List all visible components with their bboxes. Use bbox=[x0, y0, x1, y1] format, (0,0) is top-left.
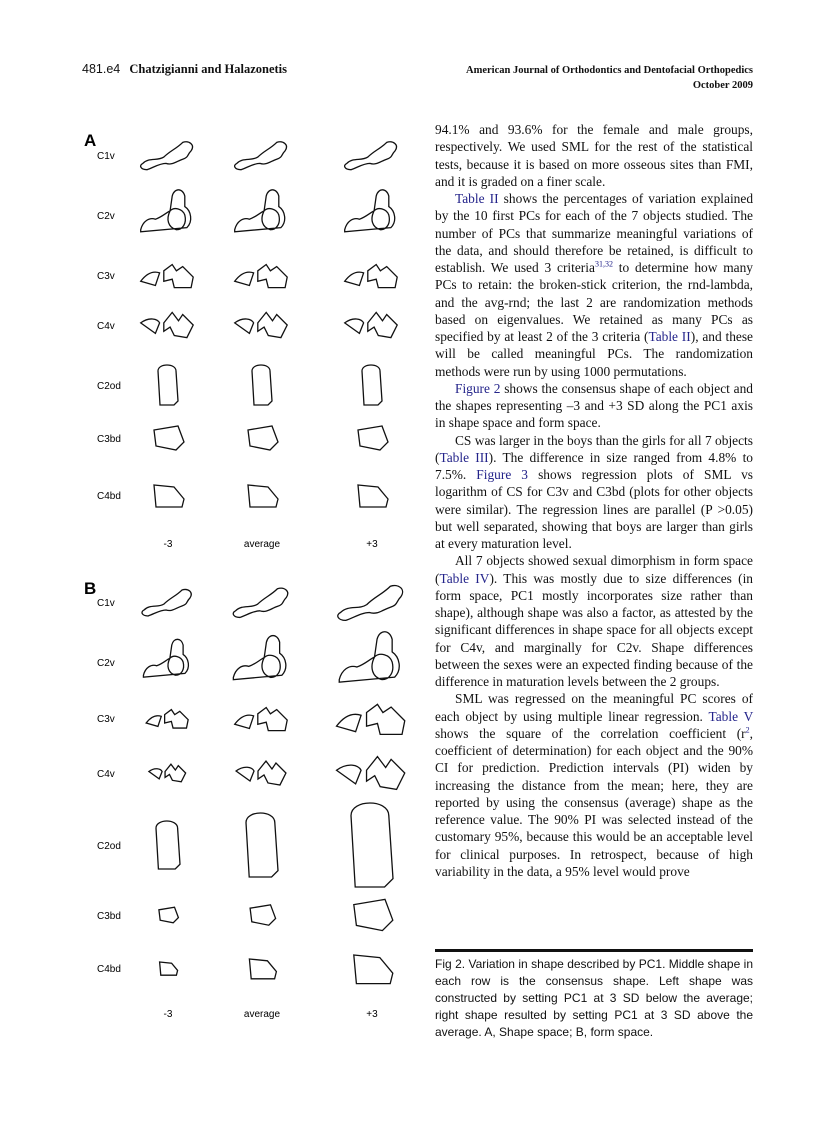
shape-outline bbox=[248, 485, 278, 507]
shape-outline bbox=[154, 426, 184, 450]
shape-outline bbox=[233, 636, 286, 680]
shape-outline bbox=[160, 962, 178, 975]
shape-outline bbox=[235, 190, 285, 232]
shape-outline bbox=[354, 955, 393, 984]
row-label: C3v bbox=[97, 271, 115, 282]
text-run: shows the square of the correlation coefficient (r bbox=[435, 725, 746, 741]
text-run: shows regression plots of SML vs logarithm of CS for C3v and C3bd (plots for other objects were similar). The regression lines are parallel (P >0.05) but well separated, showing that boys are larger than girls at every maturation level. bbox=[435, 467, 753, 551]
paragraph bbox=[435, 190, 753, 380]
cross-reference-link[interactable]: Figure 3 bbox=[476, 467, 529, 482]
shape-outline bbox=[337, 757, 405, 790]
column-label: +3 bbox=[366, 539, 378, 550]
column-label: average bbox=[243, 539, 281, 550]
cross-reference-link[interactable]: Table IV bbox=[439, 570, 490, 586]
column-label: +3 bbox=[366, 1009, 378, 1020]
paragraph bbox=[435, 690, 753, 880]
row-label: C4bd bbox=[97, 491, 121, 502]
shape-outline bbox=[246, 813, 278, 877]
shape-outline bbox=[235, 708, 288, 731]
row-label: C4v bbox=[97, 769, 115, 780]
body-text-column bbox=[435, 121, 753, 880]
cross-reference-link[interactable]: Table II bbox=[648, 329, 691, 344]
shape-outline bbox=[249, 959, 276, 979]
paragraph bbox=[435, 552, 753, 690]
text-run: shows the percentages of variation explained by the 10 first PCs for each of the 7 objects studied. The number of PCs that summarize meaningful variations of the data, and should therefore be retained, is difficult to establish. We used 3 criteria bbox=[435, 191, 754, 275]
panel-label: B bbox=[84, 579, 97, 598]
shape-outline bbox=[141, 265, 194, 288]
shape-outline bbox=[252, 365, 272, 405]
citation-superscript[interactable]: 31,32 bbox=[594, 259, 613, 269]
text-run: ), and these will be called meaningful PCs. The randomization methods were run by using 1000 permutations. bbox=[435, 329, 754, 379]
row-label: C2od bbox=[97, 841, 121, 852]
text-run: CS was larger in the boys than the girls for all 7 objects ( bbox=[435, 432, 753, 465]
cross-reference-link[interactable]: Table V bbox=[708, 708, 753, 724]
text-run: All 7 objects showed sexual dimorphism in form space ( bbox=[435, 553, 753, 586]
text-run: to determine how many PCs to retain: the broken-stick criterion, the rnd-lambda, and the avg-rnd; the last 2 are randomization methods based on eigenvalues. We retained as many PCs as specified by at least 2 of the 3 criteria ( bbox=[435, 260, 753, 344]
shape-outline bbox=[143, 639, 188, 677]
row-label: C1v bbox=[97, 151, 115, 162]
column-label: -3 bbox=[163, 539, 173, 550]
shape-outline bbox=[345, 190, 395, 232]
paragraph bbox=[435, 380, 753, 432]
shape-outline bbox=[236, 761, 286, 785]
row-label: C4bd bbox=[97, 964, 121, 975]
figure-caption: Fig 2. Variation in shape described by PC1. Middle shape in each row is the consensus shape. Left shape was constructed by setting PC1 at 3 SD below the average; right shape resulted by setting PC1 at 3 SD above the average. A, Shape space; B, form space. bbox=[435, 949, 753, 1041]
shape-outline bbox=[235, 265, 288, 288]
row-label: C4v bbox=[97, 321, 115, 332]
issue-date: October 2009 bbox=[692, 80, 753, 91]
row-label: C3bd bbox=[97, 911, 121, 922]
shape-outline bbox=[339, 632, 399, 682]
row-label: C1v bbox=[97, 598, 115, 609]
page-number: 481.e4 bbox=[82, 62, 121, 76]
shape-outline bbox=[248, 426, 278, 450]
shape-outline bbox=[358, 485, 388, 507]
shape-outline bbox=[149, 764, 186, 782]
text-run: ). The difference in size ranged from 4.8% to 7.5%. bbox=[435, 449, 753, 482]
authors: Chatzigianni and Halazonetis bbox=[129, 62, 288, 76]
shape-outline bbox=[141, 190, 191, 232]
text-run: 94.1% and 93.6% for the female and male groups, respectively. We used SML for the rest of the statistical tests, because it is based on more osseous sites than FMI, and it is graded on a finer scale. bbox=[435, 122, 753, 189]
text-run: , coefficient of determination) for each object and the 90% CI for prediction. Prediction intervals (PI) widen by increasing the distance from the mean; here, they are reported by using the consensus (average) shape as the reference value. The 90% PI was selected instead of the customary 95%, because this would be an acceptable level for clinical purposes. In retrospect, because of high variability in the data, a 95% level would prove bbox=[435, 725, 753, 879]
journal-title: American Journal of Orthodontics and Dentofacial Orthopedics bbox=[466, 65, 753, 76]
cross-reference-link[interactable]: Table III bbox=[439, 449, 489, 465]
column-label: average bbox=[243, 1009, 281, 1020]
shape-outline bbox=[345, 265, 398, 288]
shape-outline bbox=[345, 142, 397, 170]
shape-outline bbox=[158, 365, 178, 405]
row-label: C2od bbox=[97, 381, 121, 392]
shape-outline bbox=[250, 905, 276, 925]
shape-outline bbox=[142, 590, 191, 616]
text-run: shows the consensus shape of each object and the shapes representing –3 and +3 SD along the PC1 axis in shape space and form space. bbox=[435, 380, 753, 431]
row-label: C2v bbox=[97, 658, 115, 669]
shape-outline bbox=[146, 710, 188, 728]
paragraph bbox=[435, 432, 753, 553]
shape-outline bbox=[141, 312, 194, 337]
row-label: C3bd bbox=[97, 434, 121, 445]
shape-outline bbox=[351, 803, 393, 887]
shape-outline bbox=[235, 312, 288, 337]
cross-reference-link[interactable]: Table II bbox=[455, 191, 499, 206]
row-label: C3v bbox=[97, 714, 115, 725]
shape-outline bbox=[358, 426, 388, 450]
text-run: SML was regressed on the meaningful PC scores of each object by using multiple linear regression. bbox=[435, 691, 753, 724]
shape-outline bbox=[337, 704, 405, 734]
shape-outline bbox=[159, 907, 179, 923]
paragraph bbox=[435, 121, 753, 190]
shape-outline bbox=[156, 821, 180, 869]
shape-outline bbox=[235, 142, 287, 170]
text-run: ). This was mostly due to size differences (in form space, PC1 mostly incorporates size rather than shape), although shape was also a factor, as attested by the significant differences in shape space for all objects except for C4v, and marginally for C2v. Shape differences between the sexes were an expected finding because of the difference in maturation levels between the 2 groups. bbox=[435, 570, 754, 689]
shape-outline bbox=[233, 588, 287, 617]
row-label: C2v bbox=[97, 211, 115, 222]
shape-outline bbox=[141, 142, 193, 170]
cross-reference-link[interactable]: Figure 2 bbox=[455, 380, 501, 396]
shape-outline bbox=[154, 485, 184, 507]
citation-superscript[interactable]: 2 bbox=[745, 725, 750, 735]
column-label: -3 bbox=[163, 1009, 173, 1020]
panel-label: A bbox=[84, 131, 97, 150]
shape-outline bbox=[338, 586, 403, 621]
shape-outline bbox=[354, 899, 393, 930]
shape-outline bbox=[345, 312, 398, 337]
shape-outline bbox=[362, 365, 382, 405]
